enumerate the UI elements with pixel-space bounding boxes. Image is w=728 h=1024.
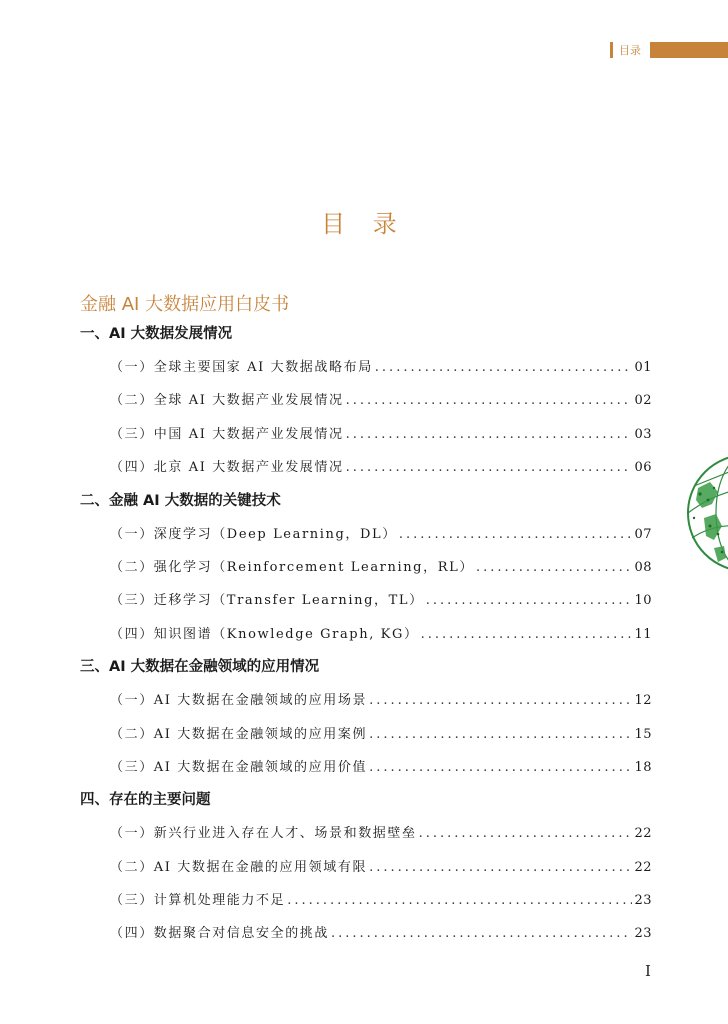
toc-leader-dots	[369, 718, 632, 751]
toc-entry[interactable]	[80, 384, 652, 417]
toc-entry[interactable]	[80, 851, 652, 884]
toc-entry[interactable]	[80, 684, 652, 717]
header-section-tab	[610, 42, 647, 58]
toc-entry-title: （一）新兴行业进入存在人才、场景和数据壁垒	[110, 826, 417, 842]
toc-entry-page: 23	[634, 926, 652, 942]
toc-entry-title: （二）强化学习（Reinforcement Learning，RL）	[110, 559, 474, 575]
toc-entry-page: 11	[634, 626, 652, 642]
toc-leader-dots	[369, 684, 632, 717]
toc-section-heading[interactable]: 三、AI 大数据在金融领域的应用情况	[80, 659, 320, 676]
toc-entry-page: 15	[634, 726, 652, 742]
toc-entry[interactable]	[80, 551, 652, 584]
toc-entry-title: （四）知识图谱（Knowledge Graph, KG）	[110, 626, 419, 642]
page-title: 目 录	[321, 210, 407, 238]
toc-entry-page: 18	[634, 759, 652, 775]
toc-entry[interactable]	[80, 418, 652, 451]
toc-leader-dots	[287, 884, 632, 917]
header-tab-label: 目录	[619, 44, 641, 57]
toc-entry-title: （三）计算机处理能力不足	[110, 893, 286, 909]
toc-leader-dots	[421, 618, 633, 651]
toc-leader-dots	[331, 917, 632, 950]
toc-entry-title: （二）AI 大数据在金融领域的应用案例	[110, 726, 368, 742]
book-title: 金融 AI 大数据应用白皮书	[80, 294, 290, 315]
toc-entry-page: 10	[634, 593, 652, 609]
toc-entry[interactable]	[80, 751, 652, 784]
toc-leader-dots	[426, 584, 633, 617]
toc-leader-dots	[399, 518, 633, 551]
toc-leader-dots	[369, 751, 632, 784]
toc-entry[interactable]	[80, 884, 652, 917]
toc-entry-title: （一）AI 大数据在金融领域的应用场景	[110, 693, 368, 709]
toc-leader-dots	[419, 817, 633, 850]
page-number: I	[645, 962, 651, 980]
toc-entry-title: （四）北京 AI 大数据产业发展情况	[110, 460, 344, 476]
toc-entry-page: 08	[634, 559, 652, 575]
toc-section-heading[interactable]: 二、金融 AI 大数据的关键技术	[80, 492, 281, 509]
toc-entry[interactable]	[80, 584, 652, 617]
toc-section-heading[interactable]: 四、存在的主要问题	[80, 792, 211, 809]
toc-entry[interactable]	[80, 351, 652, 384]
toc-leader-dots	[375, 351, 633, 384]
toc-entry[interactable]	[80, 817, 652, 850]
toc-leader-dots	[476, 551, 633, 584]
table-of-contents	[80, 318, 652, 951]
toc-entry-page: 23	[634, 893, 652, 909]
toc-entry-page: 12	[634, 693, 652, 709]
green-globe-logo-icon	[684, 448, 728, 582]
toc-entry-title: （二）全球 AI 大数据产业发展情况	[110, 393, 344, 409]
toc-entry-title: （三）AI 大数据在金融领域的应用价值	[110, 759, 368, 775]
toc-entry-page: 02	[634, 393, 652, 409]
toc-entry[interactable]	[80, 451, 652, 484]
toc-entry-title: （二）AI 大数据在金融的应用领域有限	[110, 859, 368, 875]
toc-entry-page: 06	[634, 460, 652, 476]
toc-entry[interactable]	[80, 917, 652, 950]
toc-entry[interactable]	[80, 618, 652, 651]
toc-entry-title: （一）深度学习（Deep Learning，DL）	[110, 526, 397, 542]
header-accent-bar	[610, 42, 613, 58]
toc-entry-page: 22	[634, 859, 652, 875]
toc-entry-title: （一）全球主要国家 AI 大数据战略布局	[110, 360, 373, 375]
toc-entry-title: （三）迁移学习（Transfer Learning，TL）	[110, 593, 424, 609]
toc-entry-title: （四）数据聚合对信息安全的挑战	[110, 926, 330, 942]
toc-leader-dots	[346, 418, 633, 451]
toc-leader-dots	[369, 851, 632, 884]
toc-section-heading[interactable]: 一、AI 大数据发展情况	[80, 326, 233, 342]
toc-leader-dots	[346, 451, 633, 484]
header-accent-band	[650, 42, 728, 58]
toc-leader-dots	[346, 384, 633, 417]
toc-entry-page: 07	[634, 526, 652, 542]
toc-entry[interactable]	[80, 718, 652, 751]
toc-entry-page: 03	[634, 426, 652, 442]
toc-entry-page: 01	[634, 360, 652, 375]
toc-entry-title: （三）中国 AI 大数据产业发展情况	[110, 426, 344, 442]
toc-entry-page: 22	[634, 826, 652, 842]
toc-entry[interactable]	[80, 518, 652, 551]
